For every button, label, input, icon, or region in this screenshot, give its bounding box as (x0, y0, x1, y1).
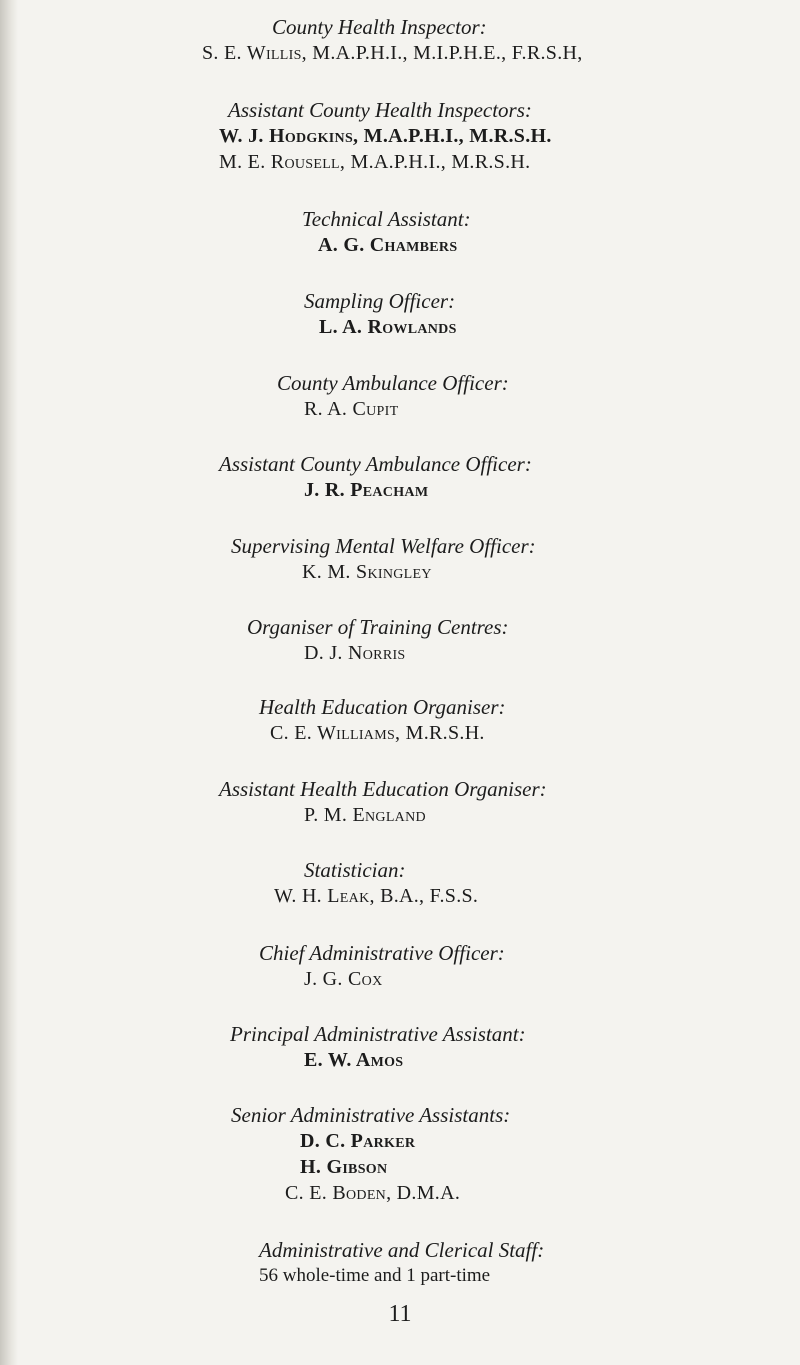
role-title: Supervising Mental Welfare Officer: (231, 534, 536, 558)
section-assistant-county-health-inspectors (0, 97, 800, 175)
staff-name: D. J. Norris (304, 642, 406, 664)
staff-name: W. H. Leak, B.A., F.S.S. (274, 885, 479, 907)
role-title: Organiser of Training Centres: (247, 615, 509, 639)
role-title: Assistant County Ambulance Officer: (219, 452, 532, 476)
staff-name: L. A. Rowlands (319, 316, 457, 338)
role-title: Principal Administrative Assistant: (230, 1022, 526, 1046)
role-title: Statistician: (304, 858, 406, 882)
section-sampling-officer (0, 288, 800, 340)
section-technical-assistant (0, 206, 800, 258)
role-title: County Health Inspector: (272, 15, 487, 39)
role-title: Assistant Health Education Organiser: (219, 777, 547, 801)
staff-name: J. G. Cox (304, 968, 383, 990)
staff-count: 56 whole-time and 1 part-time (259, 1265, 491, 1286)
role-title: Assistant County Health Inspectors: (228, 98, 532, 122)
staff-name: R. A. Cupit (304, 398, 399, 420)
staff-name: J. R. Peacham (304, 479, 429, 501)
section-organiser-of-training-centres (0, 614, 800, 666)
section-assistant-health-education-organiser (0, 776, 800, 828)
role-title: Technical Assistant: (302, 207, 471, 231)
section-principal-administrative-assistant (0, 1021, 800, 1073)
role-title: Senior Administrative Assistants: (231, 1103, 511, 1127)
role-title: Health Education Organiser: (259, 695, 506, 719)
role-title: Chief Administrative Officer: (259, 941, 505, 965)
section-supervising-mental-welfare-officer (0, 533, 800, 585)
staff-name: E. W. Amos (304, 1049, 404, 1071)
staff-name: D. C. Parker (300, 1130, 416, 1152)
section-assistant-county-ambulance-officer (0, 451, 800, 503)
section-chief-administrative-officer (0, 940, 800, 992)
role-title: County Ambulance Officer: (277, 371, 509, 395)
staff-name: C. E. Williams, M.R.S.H. (270, 722, 485, 744)
staff-name: C. E. Boden, D.M.A. (285, 1182, 461, 1204)
staff-name: P. M. England (304, 804, 426, 826)
section-administrative-and-clerical-staff (0, 1237, 800, 1289)
section-county-health-inspector (0, 14, 800, 66)
section-county-ambulance-officer (0, 370, 800, 422)
section-senior-administrative-assistants (0, 1102, 800, 1206)
staff-name: H. Gibson (300, 1156, 388, 1178)
staff-name: W. J. Hodgkins, M.A.P.H.I., M.R.S.H. (219, 125, 552, 147)
staff-name: M. E. Rousell, M.A.P.H.I., M.R.S.H. (219, 151, 531, 173)
staff-name: S. E. Willis, M.A.P.H.I., M.I.P.H.E., F.R.S.H, (202, 42, 583, 64)
staff-name: A. G. Chambers (318, 234, 458, 256)
page-number: 11 (388, 1301, 412, 1327)
staff-name: K. M. Skingley (302, 561, 432, 583)
section-statistician (0, 857, 800, 909)
role-title: Administrative and Clerical Staff: (259, 1238, 545, 1262)
section-health-education-organiser (0, 694, 800, 746)
role-title: Sampling Officer: (304, 289, 456, 313)
